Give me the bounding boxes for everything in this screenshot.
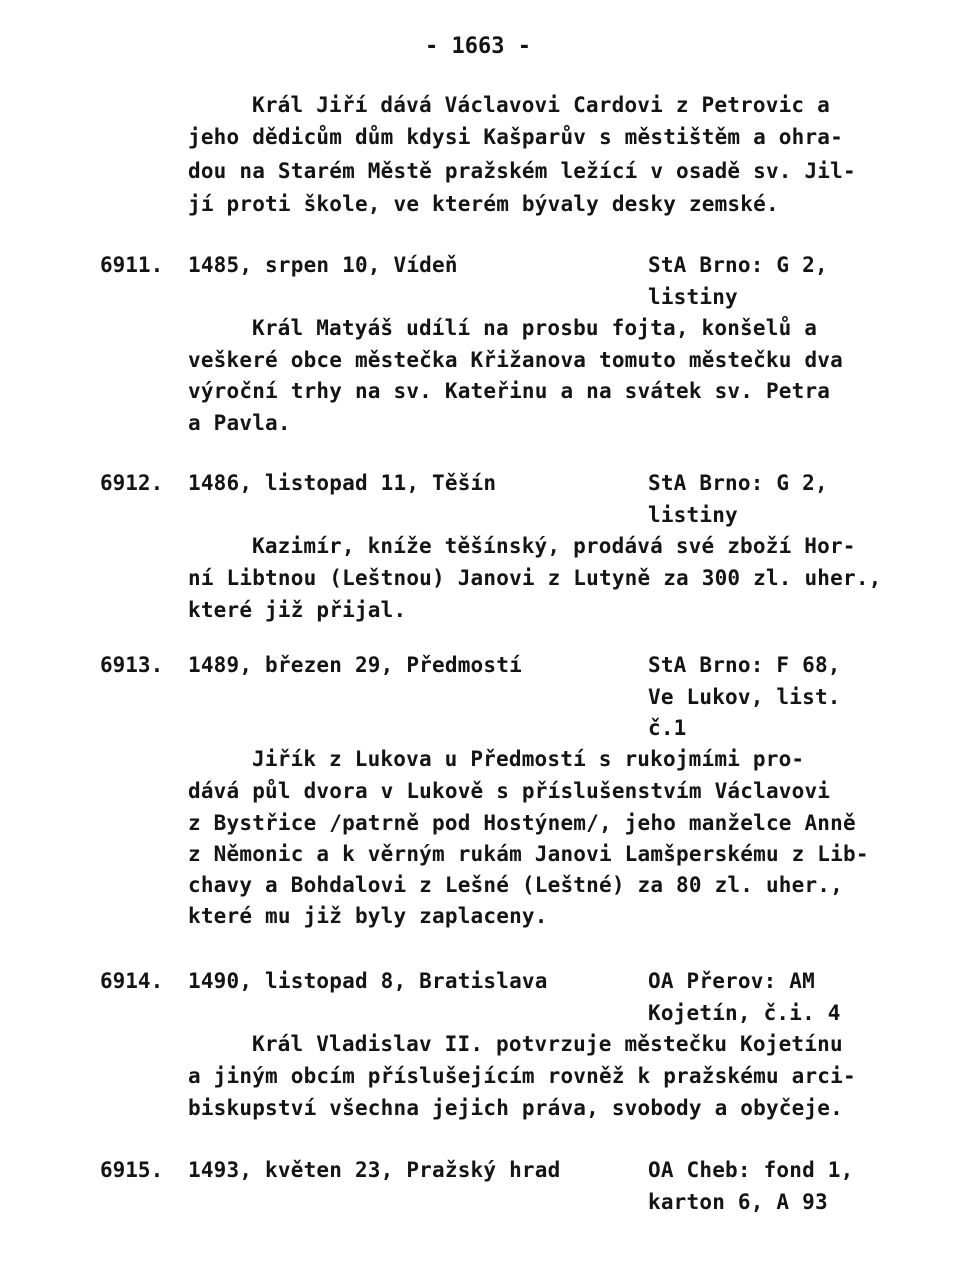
entry-text-line: ní Libtnou (Leštnou) Janovi z Lutyně za 300 zl. uher., [188,566,882,590]
entry-date-place: 1490, listopad 8, Bratislava [188,969,548,993]
entry-date-place: 1489, březen 29, Předmostí [188,653,522,677]
entry-text-line: a Pavla. [188,411,291,435]
entry-archive: StA Brno: G 2, [648,253,828,277]
entry-number: 6911. [100,253,164,277]
entry-archive: OA Cheb: fond 1, [648,1158,854,1182]
entry-text-line: které mu již byly zaplaceny. [188,904,548,928]
entry-archive: StA Brno: G 2, [648,471,828,495]
entry-archive: Ve Lukov, list. [648,685,841,709]
entry-number: 6913. [100,653,164,677]
entry-text-line: z Němonic a k věrným rukám Janovi Lamšperskému z Lib- [188,842,869,866]
entry-archive: č.1 [648,716,687,740]
intro-line: jeho dědicům dům kdysi Kašparův s městištěm a ohra- [188,125,843,149]
entry-date-place: 1493, květen 23, Pražský hrad [188,1158,561,1182]
entry-text-line: biskupství všechna jejich práva, svobody a obyčeje. [188,1096,843,1120]
entry-text-line: Kazimír, kníže těšínský, prodává své zboží Hor- [252,534,856,558]
entry-archive: karton 6, A 93 [648,1190,828,1214]
entry-archive: StA Brno: F 68, [648,653,841,677]
entry-text-line: Jiřík z Lukova u Předmostí s rukojmími pro- [252,747,805,771]
entry-date-place: 1486, listopad 11, Těšín [188,471,497,495]
entry-archive: Kojetín, č.i. 4 [648,1001,841,1025]
intro-line: dou na Starém Městě pražském ležící v osadě sv. Jil- [188,159,856,183]
entry-text-line: z Bystřice /patrně pod Hostýnem/, jeho manželce Anně [188,811,856,835]
entry-text-line: veškeré obce městečka Křižanova tomuto městečku dva [188,348,843,372]
intro-line: jí proti škole, ve kterém bývaly desky zemské. [188,192,779,216]
entry-archive: OA Přerov: AM [648,969,815,993]
entry-archive: listiny [648,503,738,527]
page-number: - 1663 - [425,34,531,59]
entry-text-line: Král Matyáš udílí na prosbu fojta, konšelů a [252,316,818,340]
entry-number: 6912. [100,471,164,495]
entry-archive: listiny [648,285,738,309]
entry-number: 6915. [100,1158,164,1182]
entry-number: 6914. [100,969,164,993]
entry-date-place: 1485, srpen 10, Vídeň [188,253,458,277]
entry-text-line: chavy a Bohdalovi z Lešné (Leštné) za 80 zl. uher., [188,873,843,897]
entry-text-line: a jiným obcím příslušejícím rovněž k pražskému arci- [188,1064,856,1088]
entry-text-line: dává půl dvora v Lukově s příslušenstvím Václavovi [188,779,831,803]
entry-text-line: Král Vladislav II. potvrzuje městečku Kojetínu [252,1032,843,1056]
entry-text-line: výroční trhy na sv. Kateřinu a na svátek sv. Petra [188,379,831,403]
entry-text-line: které již přijal. [188,598,407,622]
intro-line: Král Jiří dává Václavovi Cardovi z Petrovic a [252,93,830,117]
